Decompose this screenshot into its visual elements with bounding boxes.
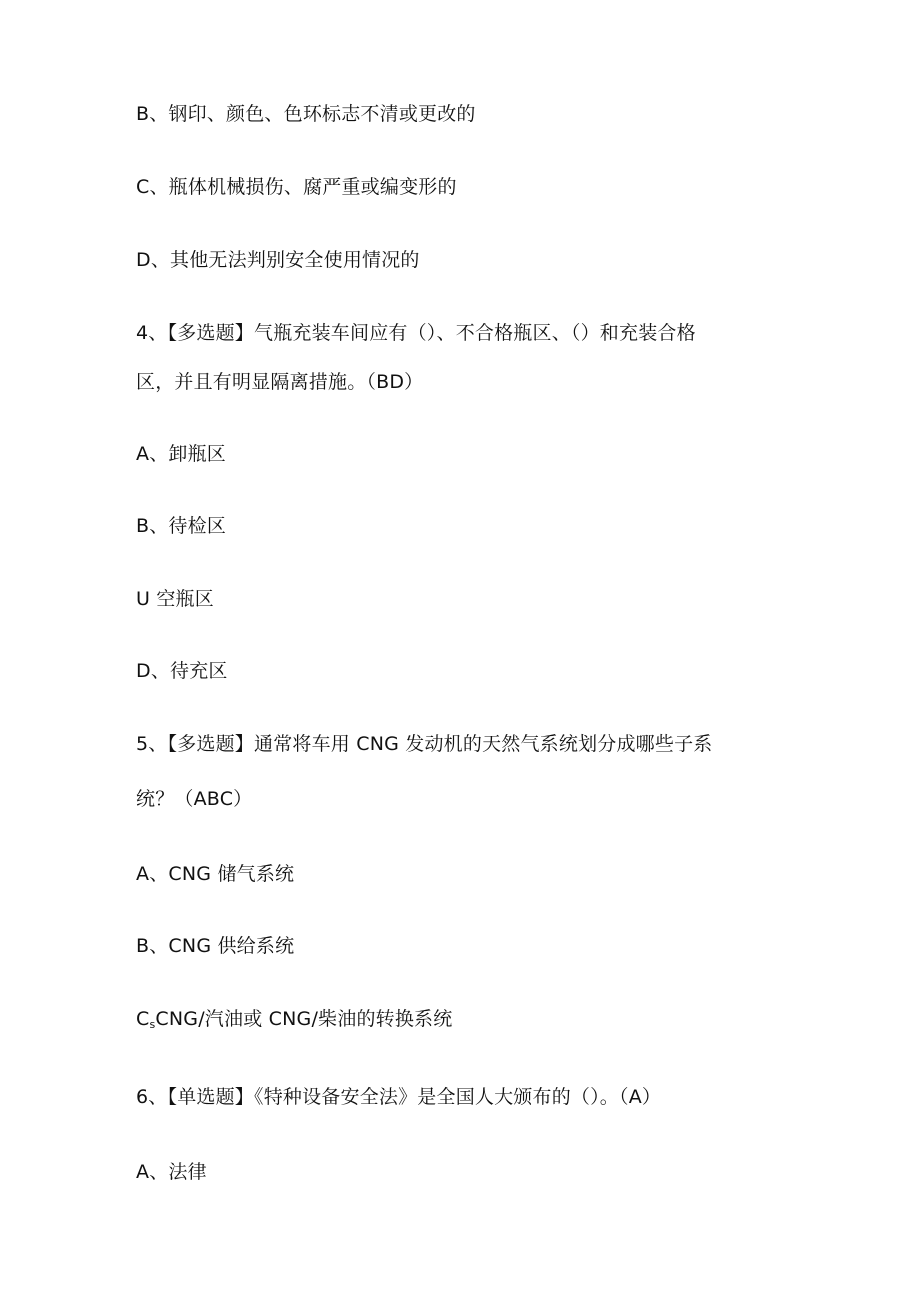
question-5-line-2: 统？（ABC） <box>136 788 253 810</box>
question-4-line-1: 4、【多选题】气瓶充装车间应有（）、不合格瓶区、（）和充装合格 <box>136 322 696 344</box>
option-c-q5-subscript: s <box>149 1018 156 1031</box>
option-a-q6: A、法律 <box>136 1161 207 1183</box>
option-d-q4: D、待充区 <box>136 660 228 682</box>
option-c-q5 <box>136 1005 796 1039</box>
option-b-q5: B、CNG 供给系统 <box>136 935 295 957</box>
option-c-q4: U 空瓶区 <box>136 588 214 610</box>
option-a-q4: A、卸瓶区 <box>136 443 226 465</box>
option-d-q3: D、其他无法判别安全使用情况的 <box>136 249 420 271</box>
option-b-q4: B、待检区 <box>136 515 227 537</box>
question-4-line-2: 区，并且有明显隔离措施。（BD） <box>136 371 424 393</box>
option-c-q5-text: CNG/汽油或 CNG/柴油的转换系统 <box>155 1008 453 1030</box>
option-c-q5-prefix: C <box>136 1008 150 1030</box>
question-6: 6、【单选题】《特种设备安全法》是全国人大颁布的（）。（A） <box>136 1086 662 1108</box>
option-b-q3: B、钢印、颜色、色环标志不清或更改的 <box>136 103 476 125</box>
question-5-line-1: 5、【多选题】通常将车用 CNG 发动机的天然气系统划分成哪些子系 <box>136 733 713 755</box>
option-a-q5: A、CNG 储气系统 <box>136 863 295 885</box>
option-c-q3: C、瓶体机械损伤、腐严重或编变形的 <box>136 176 457 198</box>
